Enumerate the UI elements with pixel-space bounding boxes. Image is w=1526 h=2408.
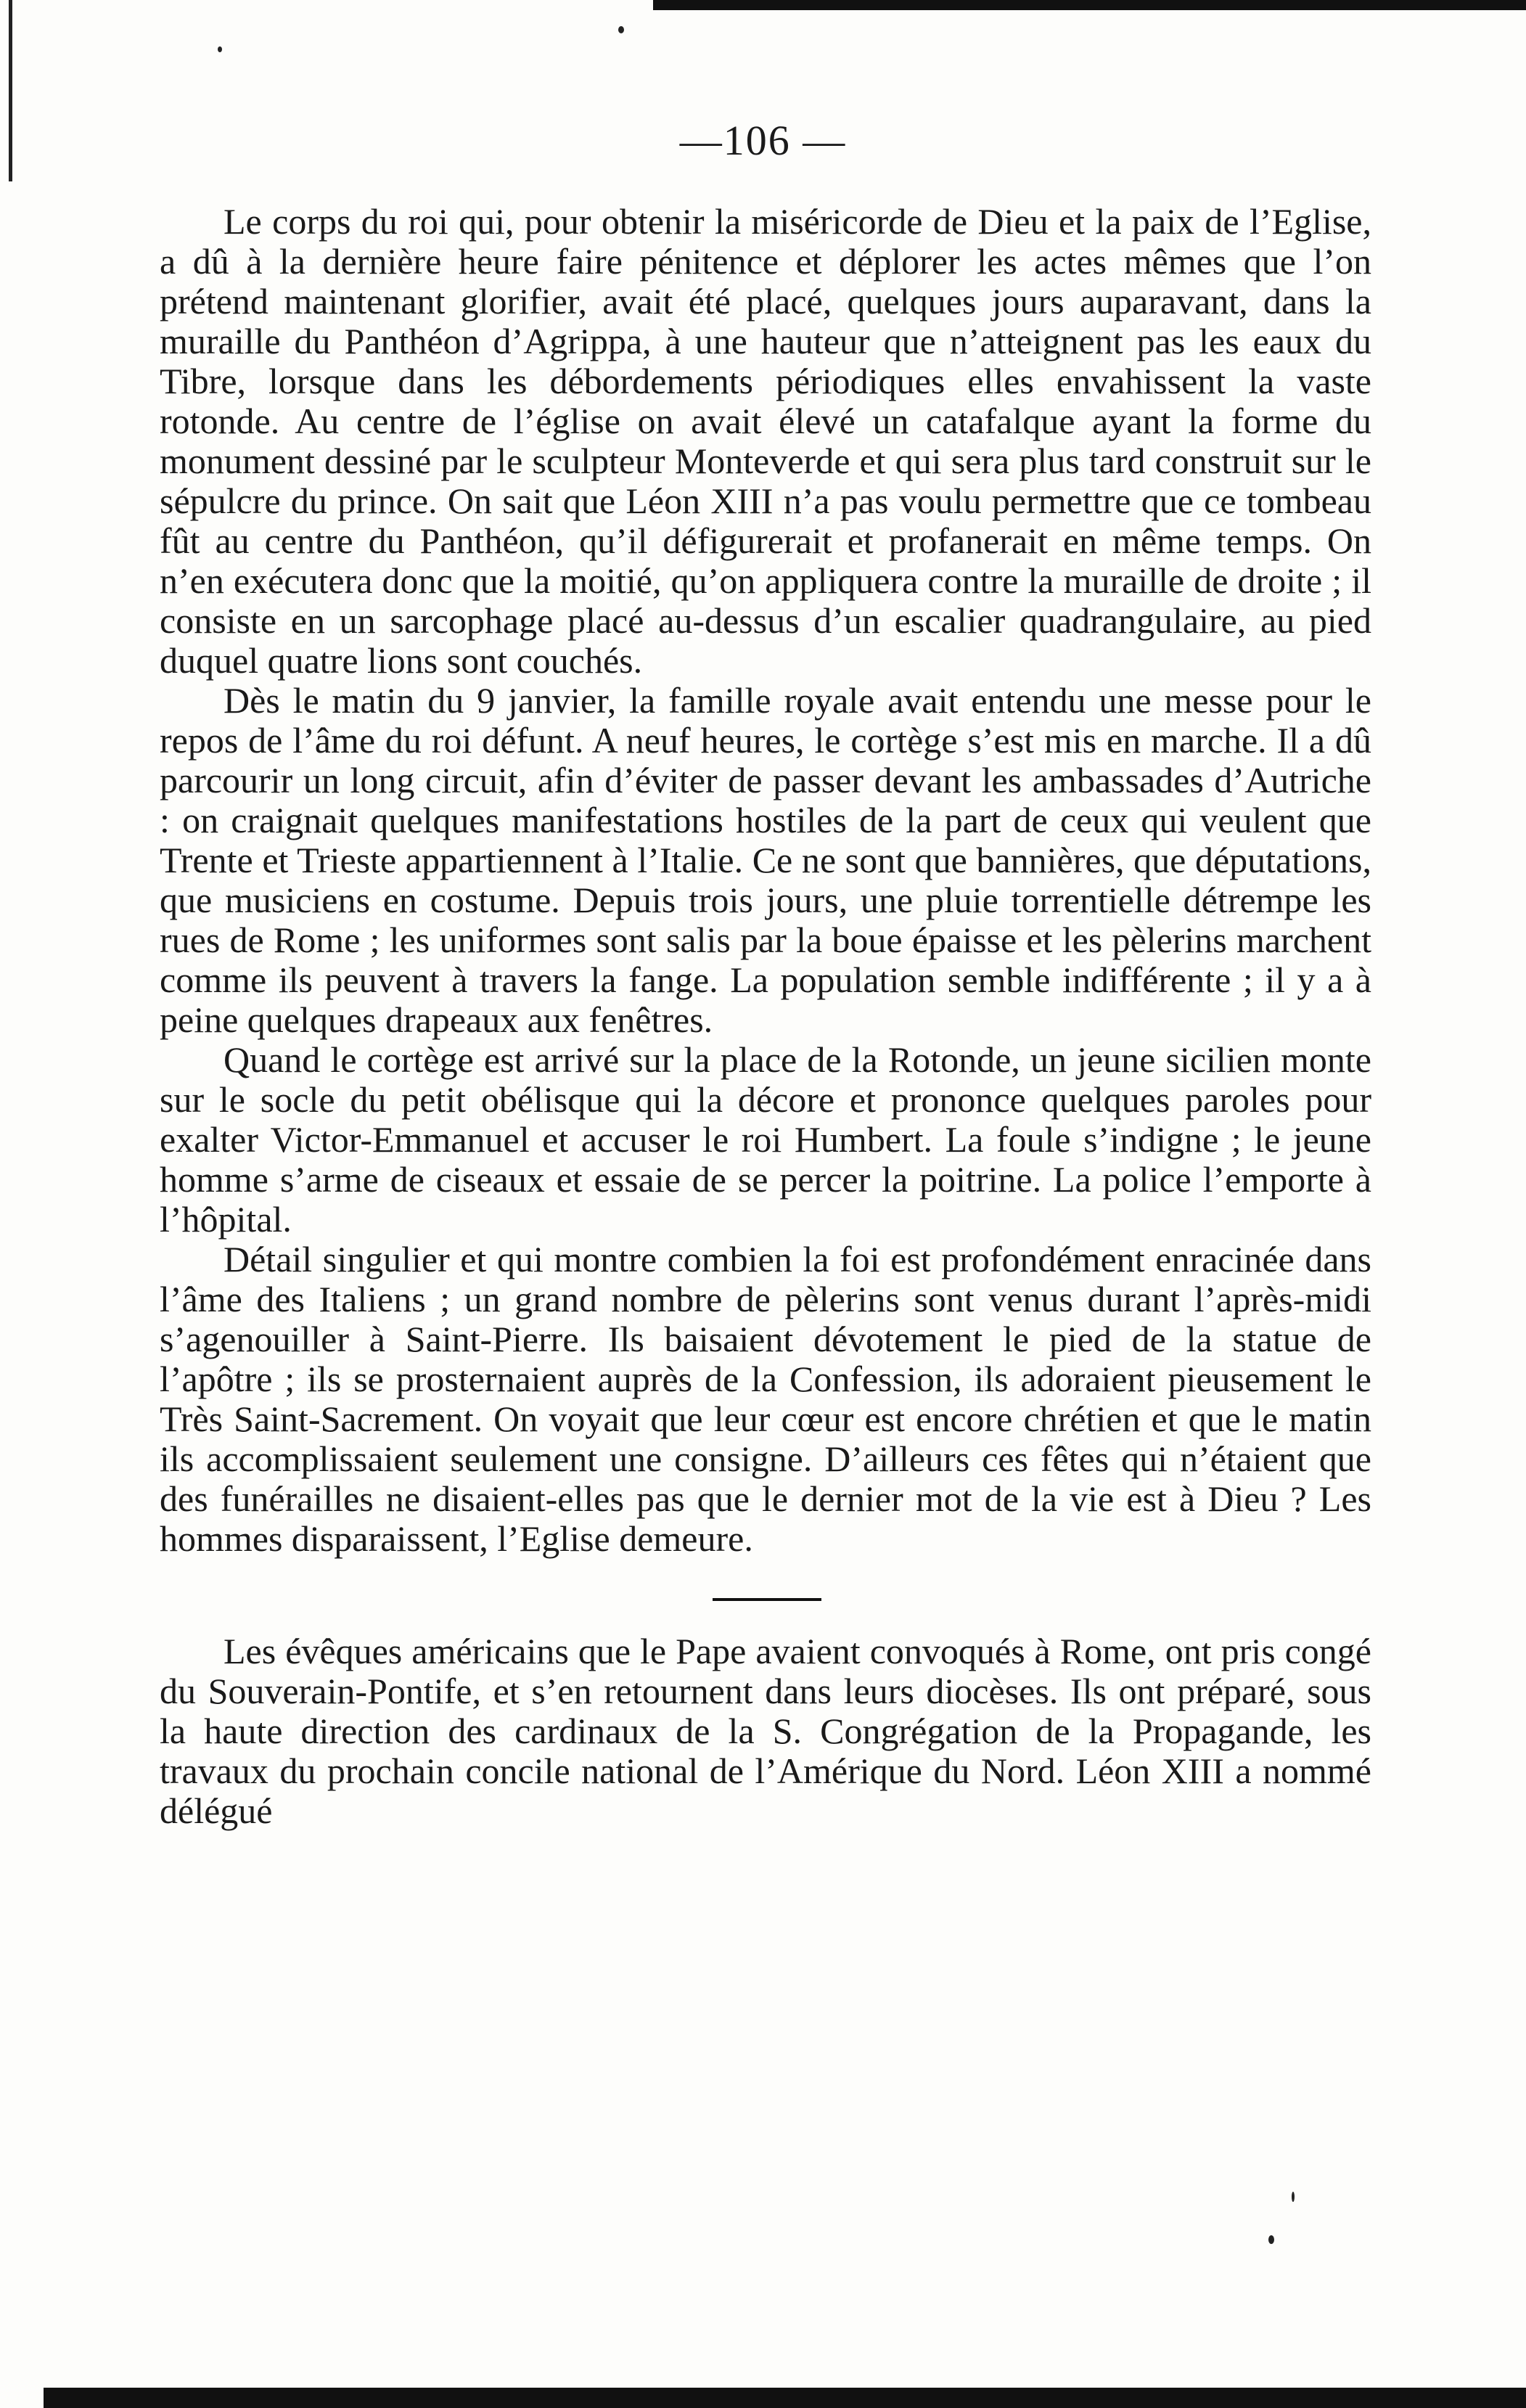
paragraph-rotonde: Quand le cortège est arrivé sur la place de la Rotonde, un jeune sicilien monte sur le socle du petit obélisque qui la décore et prononce quelques paroles pour exalter Victor-Emmanuel et accuser le roi Humbert. La foule s’indigne ; le jeune homme s’arme de ciseaux et essaie de se percer la poitrine. La police l’emporte à l’hôpital. <box>160 1039 1371 1240</box>
page-number: —106 — <box>679 117 847 164</box>
section-separator <box>713 1598 821 1601</box>
paragraph-eveques: Les évêques américains que le Pape avaient convoqués à Rome, ont pris congé du Souverain-Pontife, et s’en retournent dans leurs diocèses. Ils ont préparé, sous la haute direction des cardinaux de la S. Congrégation de la Propagande, les travaux du prochain concile national de l’Amérique du Nord. Léon XIII a nommé délégué <box>160 1631 1371 1831</box>
ink-speck <box>618 26 624 33</box>
paragraph-pantheon: Le corps du roi qui, pour obtenir la miséricorde de Dieu et la paix de l’Eglise, a dû à la dernière heure faire pénitence et déplorer les actes mêmes que l’on prétend maintenant glorifier, avait été placé, quelques jours auparavant, dans la muraille du Panthéon d’Agrippa, à une hauteur que n’atteignent pas les eaux du Tibre, lorsque dans les débordements périodiques elles envahissent la vaste rotonde. Au centre de l’église on avait élevé un catafalque ayant la forme du monument dessiné par le sculpteur Monteverde et qui sera plus tard construit sur le sépulcre du prince. On sait que Léon XIII n’a pas voulu permettre que ce tombeau fût au centre du Panthéon, qu’il défigurerait et profanerait en même temps. On n’en exécutera donc que la moitié, qu’on appliquera contre la muraille de droite ; il consiste en un sarcophage placé au-dessus d’un escalier quadrangulaire, au pied duquel quatre lions sont couchés. <box>160 201 1371 681</box>
paragraph-cortege: Dès le matin du 9 janvier, la famille royale avait entendu une messe pour le repos de l’âme du roi défunt. A neuf heures, le cortège s’est mis en marche. Il a dû parcourir un long circuit, afin d’éviter de passer devant les ambassades d’Autriche : on craignait quelques manifestations hostiles de la part de ceux qui veulent que Trente et Trieste appartiennent à l’Italie. Ce ne sont que bannières, que députations, que musiciens en costume. Depuis trois jours, une pluie torrentielle détrempe les rues de Rome ; les uniformes sont salis par la boue épaisse et les pèlerins marchent comme ils peuvent à travers la fange. La population semble indifférente ; il y a à peine quelques drapeaux aux fenêtres. <box>160 680 1371 1040</box>
top-border-rule <box>653 0 1526 10</box>
ink-speck <box>1268 2235 1274 2244</box>
paragraph-pelerins: Détail singulier et qui montre combien la foi est profondément enracinée dans l’âme des Italiens ; un grand nombre de pèlerins sont venus durant l’après-midi s’agenouiller à Saint-Pierre. Ils baisaient dévotement le pied de la statue de l’apôtre ; ils se prosternaient auprès de la Confession, ils adoraient pieusement le Très Saint-Sacrement. On voyait que leur cœur est encore chrétien et que le matin ils accomplissaient seulement une consigne. D’ailleurs ces fêtes qui n’étaient que des funérailles ne disaient-elles pas que le dernier mot de la vie est à Dieu ? Les hommes disparaissent, l’Eglise demeure. <box>160 1239 1371 1559</box>
ink-speck <box>1292 2192 1295 2202</box>
second-text-section <box>160 1631 1371 1831</box>
bottom-border-rule <box>44 2388 1526 2408</box>
main-text-section <box>160 202 1371 1559</box>
ink-speck <box>218 46 222 52</box>
